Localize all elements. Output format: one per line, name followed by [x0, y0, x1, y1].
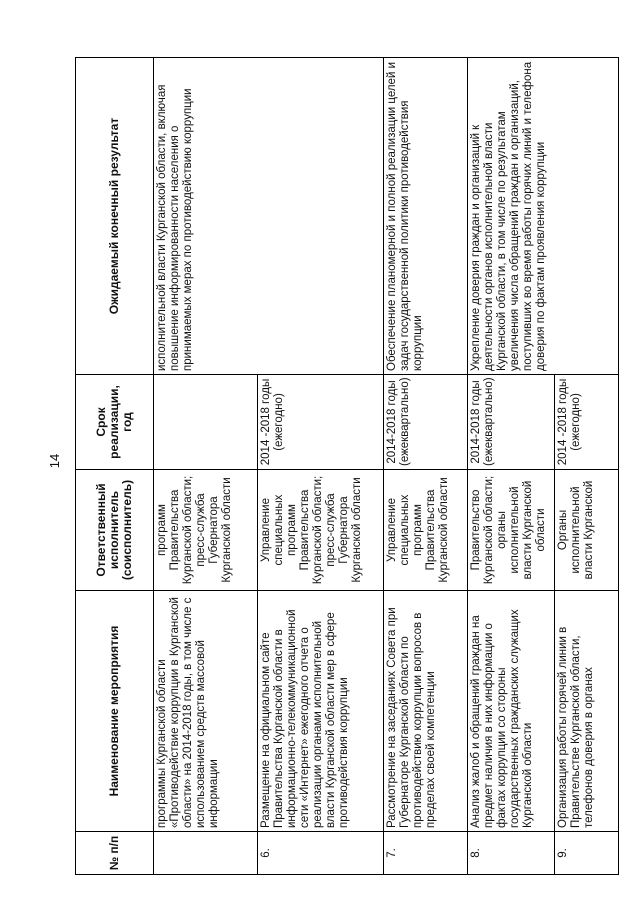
row-num: 9.	[555, 832, 619, 875]
row-term: 2014 -2018 годы (ежегодно)	[258, 375, 384, 470]
row-result: Обеспечение планомерной и полной реализации целей и задач государственной политики противодействия коррупции	[384, 58, 468, 375]
table-row	[384, 58, 468, 875]
header-name: Наименование мероприятия	[76, 591, 154, 832]
row-result: исполнительной власти Курганской области, включая повышение информированности населения о принимаемых мерах по противодействию коррупции	[154, 58, 384, 375]
page-number: 14	[47, 453, 62, 469]
row-name: программы Курганской области «Противодействие коррупции в Курганской области» на 2014-2018 годы, в том числе с использованием средств массовой информации	[154, 591, 258, 832]
row-name: Рассмотрение на заседаниях Совета при Губернаторе Курганской области по противодействию коррупции вопросов в пределах своей компетенции	[384, 591, 468, 832]
row-term: 2014 -2018 годы (ежегодно)	[555, 375, 619, 470]
header-result: Ожидаемый конечный результат	[76, 58, 154, 375]
row-num	[154, 832, 258, 875]
header-term: Срок реализации, год	[76, 375, 154, 470]
table-row	[154, 58, 258, 875]
header-executor: Ответственный исполнитель (соисполнитель)	[76, 470, 154, 591]
row-term: 2014-2018 годы (ежеквартально)	[468, 375, 555, 470]
row-name: Анализ жалоб и обращений граждан на предмет наличия в них информации о фактах коррупции со стороны государственных гражданских служащих Курганской области	[468, 591, 555, 832]
row-name: Размещение на официальном сайте Правительства Курганской области в информационно-телекоммуникационной сети «Интернет» ежегодного отчета о реализации органами исполнительной власти Курганской области мер в сфере противодействия коррупции	[258, 591, 384, 832]
row-executor: программ Правительства Курганской области; пресс-служба Губернатора Курганской области	[154, 470, 258, 591]
measures-table	[75, 57, 619, 875]
row-name: Организация работы горячей линии в Правительстве Курганской области, телефонов доверия в органах	[555, 591, 619, 832]
row-num: 8.	[468, 832, 555, 875]
table-row	[468, 58, 555, 875]
rotated-page-frame	[75, 58, 618, 875]
row-executor: Правительство Курганской области; органы исполнительной власти Курганской области	[468, 470, 555, 591]
row-term	[154, 375, 258, 470]
landscape-content	[75, 58, 618, 875]
table-header-row	[76, 58, 154, 875]
row-executor: Органы исполнительной власти Курганской	[555, 470, 619, 591]
row-num: 6.	[258, 832, 384, 875]
header-num: № п/п	[76, 832, 154, 875]
row-executor: Управление специальных программ Правительства Курганской области	[384, 470, 468, 591]
row-executor: Управление специальных программ Правительства Курганской области; пресс-служба Губернатора Курганской области	[258, 470, 384, 591]
row-num: 7.	[384, 832, 468, 875]
row-result: Укрепление доверия граждан и организаций к деятельности органов исполнительной власти Курганской области, в том числе по результатам увеличения числа обращений граждан и организаций, поступивших во время работы горячих линий и телефона доверия по фактам проявления коррупции	[468, 58, 619, 375]
row-term: 2014-2018 годы (ежеквартально)	[384, 375, 468, 470]
